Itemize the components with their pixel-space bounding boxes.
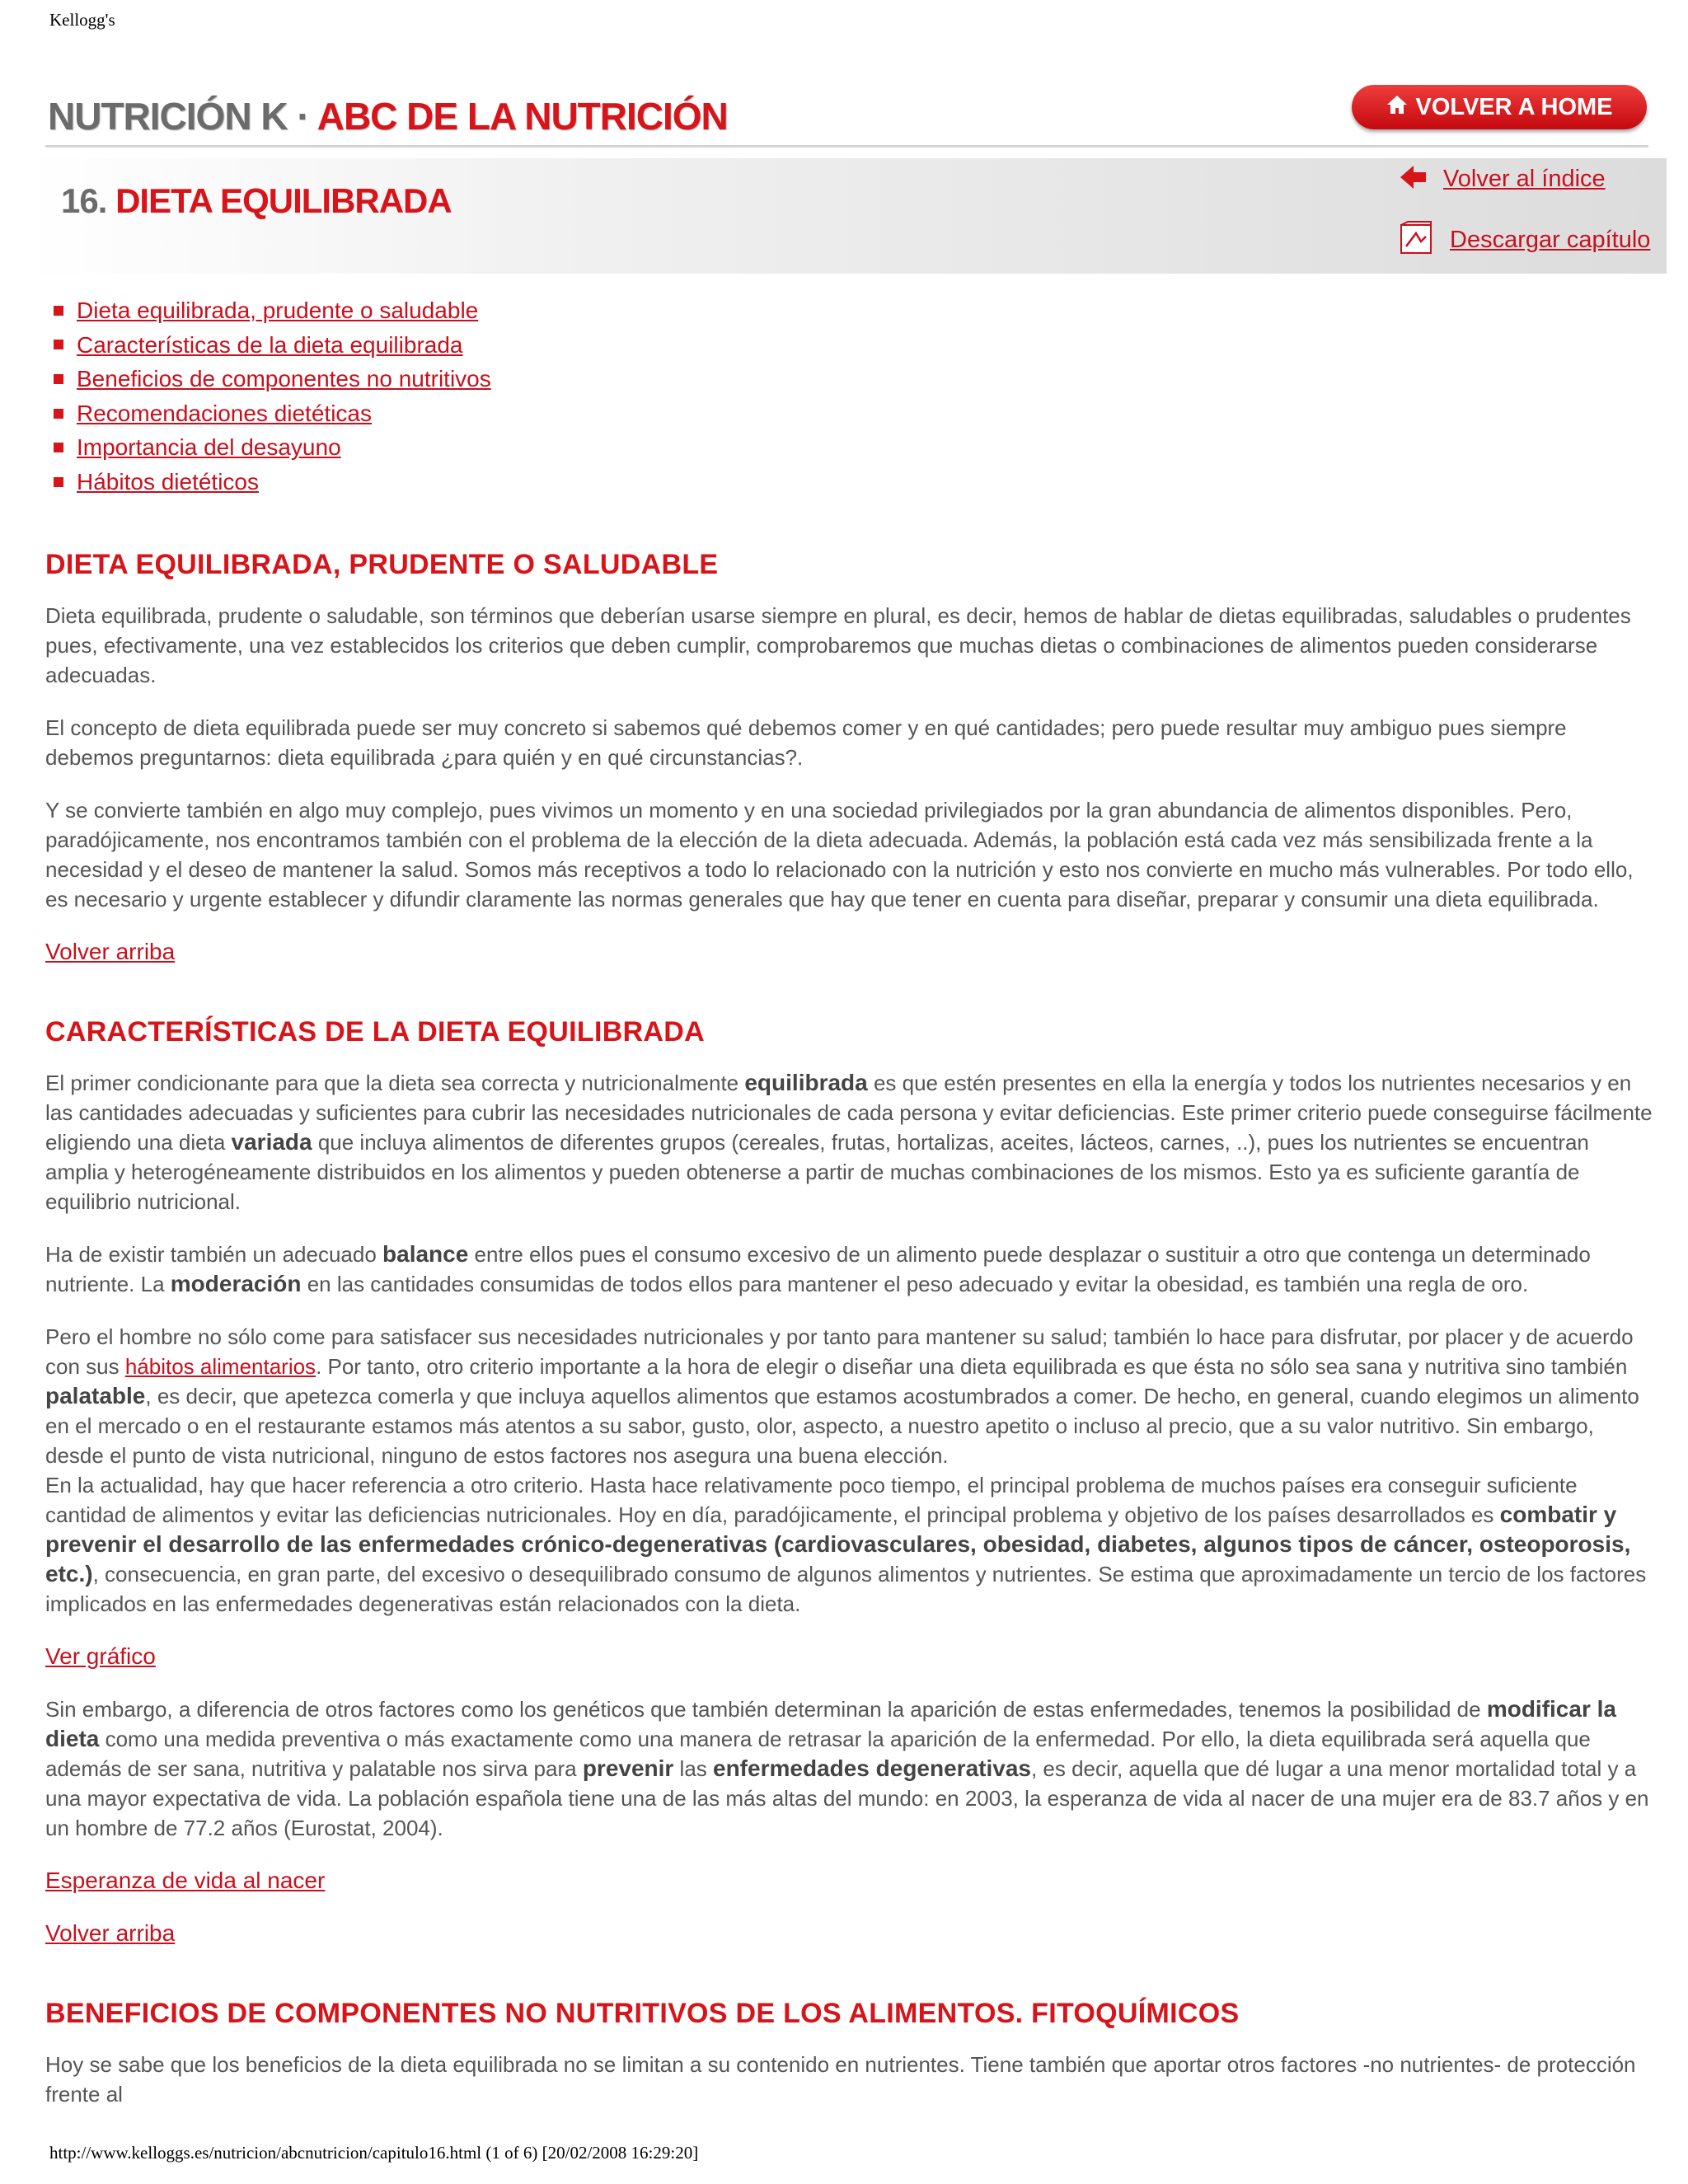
back-to-index-text[interactable]: Volver al índice (1443, 166, 1606, 192)
view-graph-link[interactable]: Ver gráfico (45, 1643, 156, 1669)
section-heading-dieta-equilibrada: DIETA EQUILIBRADA, PRUDENTE O SALUDABLE (45, 548, 719, 580)
bold-term: palatable (45, 1382, 146, 1408)
home-icon (1386, 94, 1408, 121)
toc-link[interactable]: Características de la dieta equilibrada (77, 331, 463, 358)
paragraph: El concepto de dieta equilibrada puede ser muy concreto si sabemos qué debemos comer y en qué cantidades; pero puede resultar muy ambiguo pues siempre debemos preguntarnos: dieta equilibrada ¿para quién y en qué circunstancias?. (45, 715, 1567, 770)
print-footer: http://www.kelloggs.es/nutricion/abcnutricion/capitulo16.html (1 of 6) [20/02/2008 16:29:20] (49, 2143, 699, 2163)
chapter-number: 16. (61, 181, 107, 220)
toc-item[interactable] (54, 396, 1657, 431)
table-of-contents (45, 290, 1657, 499)
bold-term: prevenir (582, 1755, 674, 1781)
life-expectancy-link[interactable]: Esperanza de vida al nacer (45, 1867, 326, 1893)
bullet-icon (54, 477, 63, 487)
text-run: , consecuencia, en gran parte, del excesivo o desequilibrado consumo de algunos alimentos y nutrientes. Se estima que aproximadamente un tercio de los factores implicados en las enfermedades degenerativas están relacionados con la dieta. (45, 1561, 1647, 1616)
download-chapter-link[interactable] (1399, 221, 1650, 260)
toc-item[interactable] (54, 328, 1657, 363)
toc-link[interactable]: Recomendaciones dietéticas (77, 400, 372, 426)
paragraph: Dieta equilibrada, prudente o saludable, son términos que deberían usarse siempre en plural, es decir, hemos de hablar de dietas equilibradas, saludables o prudentes pues, efectivamente, una vez establecidos los criterios que deben cumplir, comprobaremos que muchas dietas o combinaciones de alimentos pueden considerarse adecuadas. (45, 602, 1631, 687)
text-run: Ha de existir también un adecuado (45, 1241, 383, 1267)
paragraph (45, 1240, 1657, 1299)
bullet-icon (54, 306, 63, 316)
download-document-icon (1399, 221, 1435, 260)
text-run: . Por tanto, otro criterio importante a la hora de elegir o diseñar una dieta equilibrada es que ésta no sólo sea sana y nutritiva sino también (316, 1353, 1628, 1379)
toc-item[interactable] (54, 430, 1657, 465)
back-to-top-link[interactable]: Volver arriba (45, 1919, 176, 1946)
text-run: En la actualidad, hay que hacer referencia a otro criterio. Hasta hace relativamente poco tiempo, el principal problema de muchos países era conseguir suficiente cantidad de alimentos y evitar las deficiencias nutricionales. Hoy en día, paradójicamente, el principal problema y objetivo de los países desarrollados es (45, 1472, 1578, 1527)
paragraph: Y se convierte también en algo muy complejo, pues vivimos un momento y en una sociedad privilegiados por la gran abundancia de alimentos disponibles. Pero, paradójicamente, nos encontramos también con el problema de la elección de la dieta adecuada. Además, la población está cada vez más sensibilizada frente a la necesidad y el deseo de mantener la salud. Somos más receptivos a todo lo relacionado con la nutrición y esto nos convierte en mucho más vulnerables. Por todo ello, es necesario y urgente establecer y difundir claramente las normas generales que hay que tener en cuenta para diseñar, preparar y consumir una dieta equilibrada. (45, 797, 1634, 912)
toc-link[interactable]: Dieta equilibrada, prudente o saludable (77, 298, 479, 323)
print-header: Kellogg's (49, 10, 115, 30)
habitos-alimentarios-link[interactable]: hábitos alimentarios (124, 1353, 316, 1379)
bold-term: modificar la dieta (45, 1695, 1616, 1751)
back-to-index-link[interactable] (1399, 163, 1606, 195)
toc-link[interactable]: Beneficios de componentes no nutritivos (77, 366, 491, 392)
section-heading-caracteristicas: CARACTERÍSTICAS DE LA DIETA EQUILIBRADA (45, 1015, 705, 1047)
paragraph (45, 1068, 1657, 1216)
brand-title-part2: ABC DE LA NUTRICIÓN (316, 95, 728, 138)
toc-link[interactable]: Hábitos dietéticos (77, 468, 260, 494)
bold-term: combatir y prevenir el desarrollo de las enfermedades crónico-degenerativas (cardiovasculares, obesidad, diabetes, algunos tipos de cáncer, osteoporosis, etc.) (45, 1501, 1631, 1586)
text-run: que incluya alimentos de diferentes grupos (cereales, frutas, hortalizas, aceites, lácteos, carnes, ..), pues los nutrientes se encuentran amplia y heterogéneamente distribuidos en los alimentos y pueden obtenerse a partir de muchas combinaciones de los mismos. Esto ya es suficiente garantía de equilibrio nutricional. (45, 1129, 1589, 1214)
back-arrow-icon (1399, 163, 1428, 195)
bullet-icon (54, 340, 63, 349)
section-heading-beneficios: BENEFICIOS DE COMPONENTES NO NUTRITIVOS DE LOS ALIMENTOS. FITOQUÍMICOS (45, 1997, 1240, 2029)
main-content (45, 290, 1657, 2132)
bold-term: equilibrada (744, 1069, 868, 1095)
bold-term: variada (231, 1128, 312, 1155)
paragraph (45, 1470, 1657, 1619)
paragraph (45, 1322, 1657, 1470)
text-run: Sin embargo, a diferencia de otros factores como los genéticos que también determinan la aparición de estas enfermedades, tenemos la posibilidad de (45, 1696, 1487, 1722)
toc-item[interactable] (54, 293, 1657, 328)
chapter-name: DIETA EQUILIBRADA (115, 181, 452, 220)
text-run: es que estén presentes en ella la energía y todos los nutrientes necesarios y en las cantidades adecuadas y suficientes para cubrir las necesidades nutricionales de cada persona y evitar deficiencias. Este primer criterio puede conseguirse fácilmente eligiendo una dieta (45, 1070, 1653, 1155)
chapter-title (61, 181, 452, 221)
brand-title (48, 94, 728, 138)
text-run: , es decir, que apetezca comerla y que incluya aquellos alimentos que estamos acostumbrados a comer. De hecho, en general, cuando elegimos un alimento en el mercado o en el restaurante estamos más atentos a su sabor, gusto, olor, aspecto, a nuestro apetito o incluso al precio, que a su valor nutritivo. Sin embargo, desde el punto de vista nutricional, ninguno de estos factores nos asegura una buena elección. (45, 1383, 1639, 1468)
text-run: en las cantidades consumidas de todos ellos para mantener el peso adecuado y evitar la obesidad, es también una regla de oro. (301, 1271, 1529, 1296)
bullet-icon (54, 443, 63, 452)
text-run: Pero el hombre no sólo come para satisfacer sus necesidades nutricionales y por tanto para mantener su salud; también lo hace para disfrutar, por placer y de acuerdo con sus (45, 1324, 1634, 1379)
text-run: El primer condicionante para que la dieta sea correcta y nutricionalmente (45, 1070, 745, 1095)
text-run: entre ellos pues el consumo excesivo de un alimento puede desplazar o sustituir a otro que contenga un determinado nutriente. La (45, 1241, 1591, 1296)
bold-term: enfermedades degenerativas (713, 1755, 1031, 1781)
paragraph (45, 1694, 1657, 1843)
toc-link[interactable]: Importancia del desayuno (77, 434, 341, 461)
bullet-icon (54, 409, 63, 419)
download-chapter-text[interactable]: Descargar capítulo (1450, 227, 1651, 253)
home-button[interactable] (1352, 85, 1647, 129)
bold-term: moderación (170, 1270, 302, 1296)
toc-item[interactable] (54, 362, 1657, 396)
paragraph: Hoy se sabe que los beneficios de la dieta equilibrada no se limitan a su contenido en nutrientes. Tiene también que aportar otros factores -no nutrientes- de protección frente al (45, 2051, 1636, 2107)
text-run: , es decir, aquella que dé lugar a una menor mortalidad total y a una mayor expectativa de vida. La población española tiene una de las más altas del mundo: en 2003, la esperanza de vida al nacer de una mujer era de 83.7 años y en un hombre de 77.2 años (Eurostat, 2004). (45, 1755, 1649, 1840)
bold-term: balance (382, 1240, 469, 1267)
text-run: como una medida preventiva o más exactamente como una manera de retrasar la aparición de la enfermedad. Por ello, la dieta equilibrada será aquella que además de ser sana, nutritiva y palatable nos sirva para (45, 1726, 1591, 1781)
bullet-icon (54, 374, 63, 384)
home-button-label: VOLVER A HOME (1415, 93, 1613, 120)
back-to-top-link[interactable]: Volver arriba (45, 938, 176, 964)
text-run: las (673, 1755, 713, 1781)
brand-title-part1: NUTRICIÓN K · (48, 95, 317, 138)
toc-item[interactable] (54, 465, 1657, 499)
